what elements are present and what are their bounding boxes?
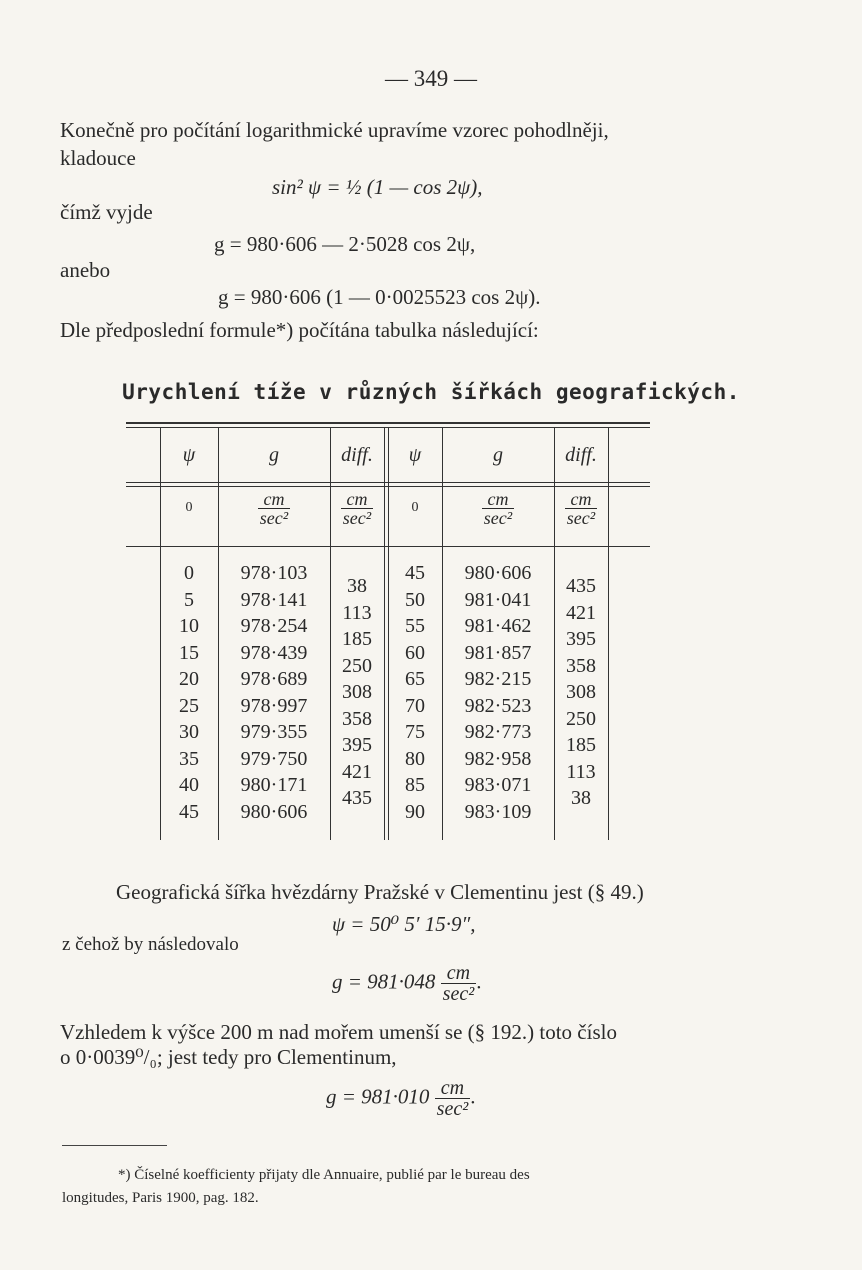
diff-left-cell: 250 — [342, 654, 372, 677]
g-right-cell: 982·523 — [464, 694, 532, 717]
formula-g-clementinum: g = 981·010 $\frac{cm}{\text{sec²}}$ . — [326, 1077, 476, 1120]
unit-cm-sec2-diff-right: $\frac{cm}{\text{sec²}}$ — [566, 489, 596, 528]
psi-left-cell: 45 — [179, 800, 199, 823]
diff-left-cell: 113 — [342, 601, 372, 624]
g-left-cell: 978·997 — [240, 694, 308, 717]
psi-left-cell: 35 — [179, 747, 199, 770]
g-left-cell: 978·141 — [240, 588, 308, 611]
paragraph-4-line-1: Vzhledem k výšce 200 m nad mořem umenší se (§ 192.) toto číslo — [60, 1020, 617, 1044]
unit-cm-sec2-diff-left: $\frac{cm}{\text{sec²}}$ — [342, 489, 372, 528]
g-left-cell: 979·750 — [240, 747, 308, 770]
paragraph-2: Dle předposlední formule*) počítána tabulka následující: — [60, 318, 539, 342]
formula-sin-squared: sin² ψ = ½ (1 — cos 2ψ), — [272, 175, 483, 199]
diff-right-cell: 435 — [566, 575, 596, 598]
header-diff-left: diff. — [341, 444, 373, 466]
footnote-line-2: longitudes, Paris 1900, pag. 182. — [62, 1190, 259, 1206]
g-left-cell: 980·606 — [240, 800, 308, 823]
diff-right-cell: 250 — [566, 707, 596, 730]
psi-right-cell: 90 — [405, 800, 425, 823]
g-left-cell: 978·254 — [240, 615, 308, 637]
diff-right-cell: 421 — [566, 601, 596, 624]
psi-right-cell: 85 — [405, 774, 425, 796]
text-z-ceho: z čehož by následovalo — [62, 934, 239, 955]
diff-left-cell: 358 — [342, 707, 372, 730]
diff-left-cell: 435 — [342, 787, 372, 810]
psi-right-cell: 50 — [405, 588, 425, 611]
diff-left-cell: 38 — [347, 575, 367, 598]
col-line-7 — [608, 428, 609, 840]
g-right-cell: 981·041 — [464, 588, 532, 611]
unit-degree-left: 0 — [185, 500, 193, 515]
formula-g-clementinum-raw: g = 981·048 $\frac{cm}{\text{sec²}}$ . — [332, 962, 482, 1005]
g-left-cell: 978·439 — [240, 641, 308, 664]
footnote-rule — [62, 1145, 167, 1146]
psi-right-cell: 65 — [405, 668, 425, 690]
psi-right-cell: 55 — [405, 615, 425, 637]
g-left-cell: 979·355 — [240, 721, 308, 743]
psi-left-cell: 30 — [179, 721, 199, 743]
g-right-cell: 983·071 — [464, 774, 532, 796]
g-right-cell: 980·606 — [464, 562, 532, 584]
psi-left-cell: 15 — [179, 641, 199, 664]
psi-left-cell: 10 — [179, 615, 199, 637]
formula-g-factored: g = 980·606 (1 — 0·0025523 cos 2ψ). — [218, 285, 541, 309]
unit-cm-sec2-g-left: $\frac{cm}{\text{sec²}}$ — [259, 489, 289, 528]
paragraph-1-line-2: kladouce — [60, 146, 136, 170]
g-right-cell: 982·773 — [464, 721, 532, 743]
psi-right-cell: 80 — [405, 747, 425, 770]
g-right-cell: 982·958 — [464, 747, 532, 770]
paragraph-4-line-2: o 0·0039⁰/₀; jest tedy pro Clementinum, — [60, 1045, 397, 1069]
g-left-cell: 978·103 — [240, 562, 308, 584]
psi-left-cell: 40 — [179, 774, 199, 796]
col-line-4a — [384, 428, 385, 840]
formula-latitude: ψ = 50⁰ 5′ 15·9″, — [332, 912, 476, 936]
diff-right-cell: 185 — [566, 734, 596, 757]
gravity-table — [126, 422, 650, 840]
g-right-cell: 982·215 — [464, 668, 532, 690]
text-anebo: anebo — [60, 258, 111, 282]
diff-left-cell: 185 — [342, 628, 372, 651]
paragraph-1-line-1: Konečně pro počítání logarithmické upravíme vzorec pohodlněji, — [60, 118, 609, 142]
psi-right-cell: 75 — [405, 721, 425, 743]
page-number: — 349 — — [385, 66, 477, 91]
psi-left-cell: 5 — [184, 588, 194, 611]
g-right-cell: 983·109 — [464, 800, 532, 823]
unit-cm-sec2-g-right: $\frac{cm}{\text{sec²}}$ — [483, 489, 513, 528]
diff-left-cell: 421 — [342, 760, 372, 783]
paragraph-3: Geografická šířka hvězdárny Pražské v Clementinu jest (§ 49.) — [116, 880, 644, 904]
diff-right-cell: 308 — [566, 681, 596, 704]
diff-right-cell: 395 — [566, 628, 596, 651]
diff-left-cell: 308 — [342, 681, 372, 704]
footnote-line-1: *) Číselné koefficienty přijaty dle Annuaire, publié par le bureau des — [118, 1167, 530, 1183]
psi-left-cell: 25 — [179, 694, 199, 717]
psi-left-cell: 0 — [184, 562, 194, 584]
g-left-cell: 978·689 — [240, 668, 308, 690]
g-right-cell: 981·857 — [464, 641, 532, 664]
header-diff-right: diff. — [565, 444, 597, 466]
text-cimz-vyjde: čímž vyjde — [60, 200, 153, 224]
header-g-right: g — [493, 444, 503, 466]
header-psi-right: ψ — [408, 444, 422, 466]
table-title: Urychlení tíže v různých šířkách geografických. — [122, 380, 740, 404]
diff-right-cell: 358 — [566, 654, 596, 677]
formula-g-cos: g = 980·606 — 2·5028 cos 2ψ, — [214, 232, 476, 256]
diff-right-cell: 38 — [571, 787, 591, 810]
diff-right-cell: 113 — [566, 760, 596, 783]
g-left-cell: 980·171 — [240, 774, 308, 796]
psi-right-cell: 45 — [405, 562, 425, 584]
header-g-left: g — [269, 444, 279, 466]
header-psi-left: ψ — [182, 444, 196, 466]
table-top-rule — [126, 422, 650, 424]
psi-right-cell: 60 — [405, 641, 425, 664]
psi-left-cell: 20 — [179, 668, 199, 690]
g-right-cell: 981·462 — [464, 615, 532, 637]
psi-right-cell: 70 — [405, 694, 425, 717]
diff-left-cell: 395 — [342, 734, 372, 757]
unit-degree-right: 0 — [411, 500, 419, 515]
